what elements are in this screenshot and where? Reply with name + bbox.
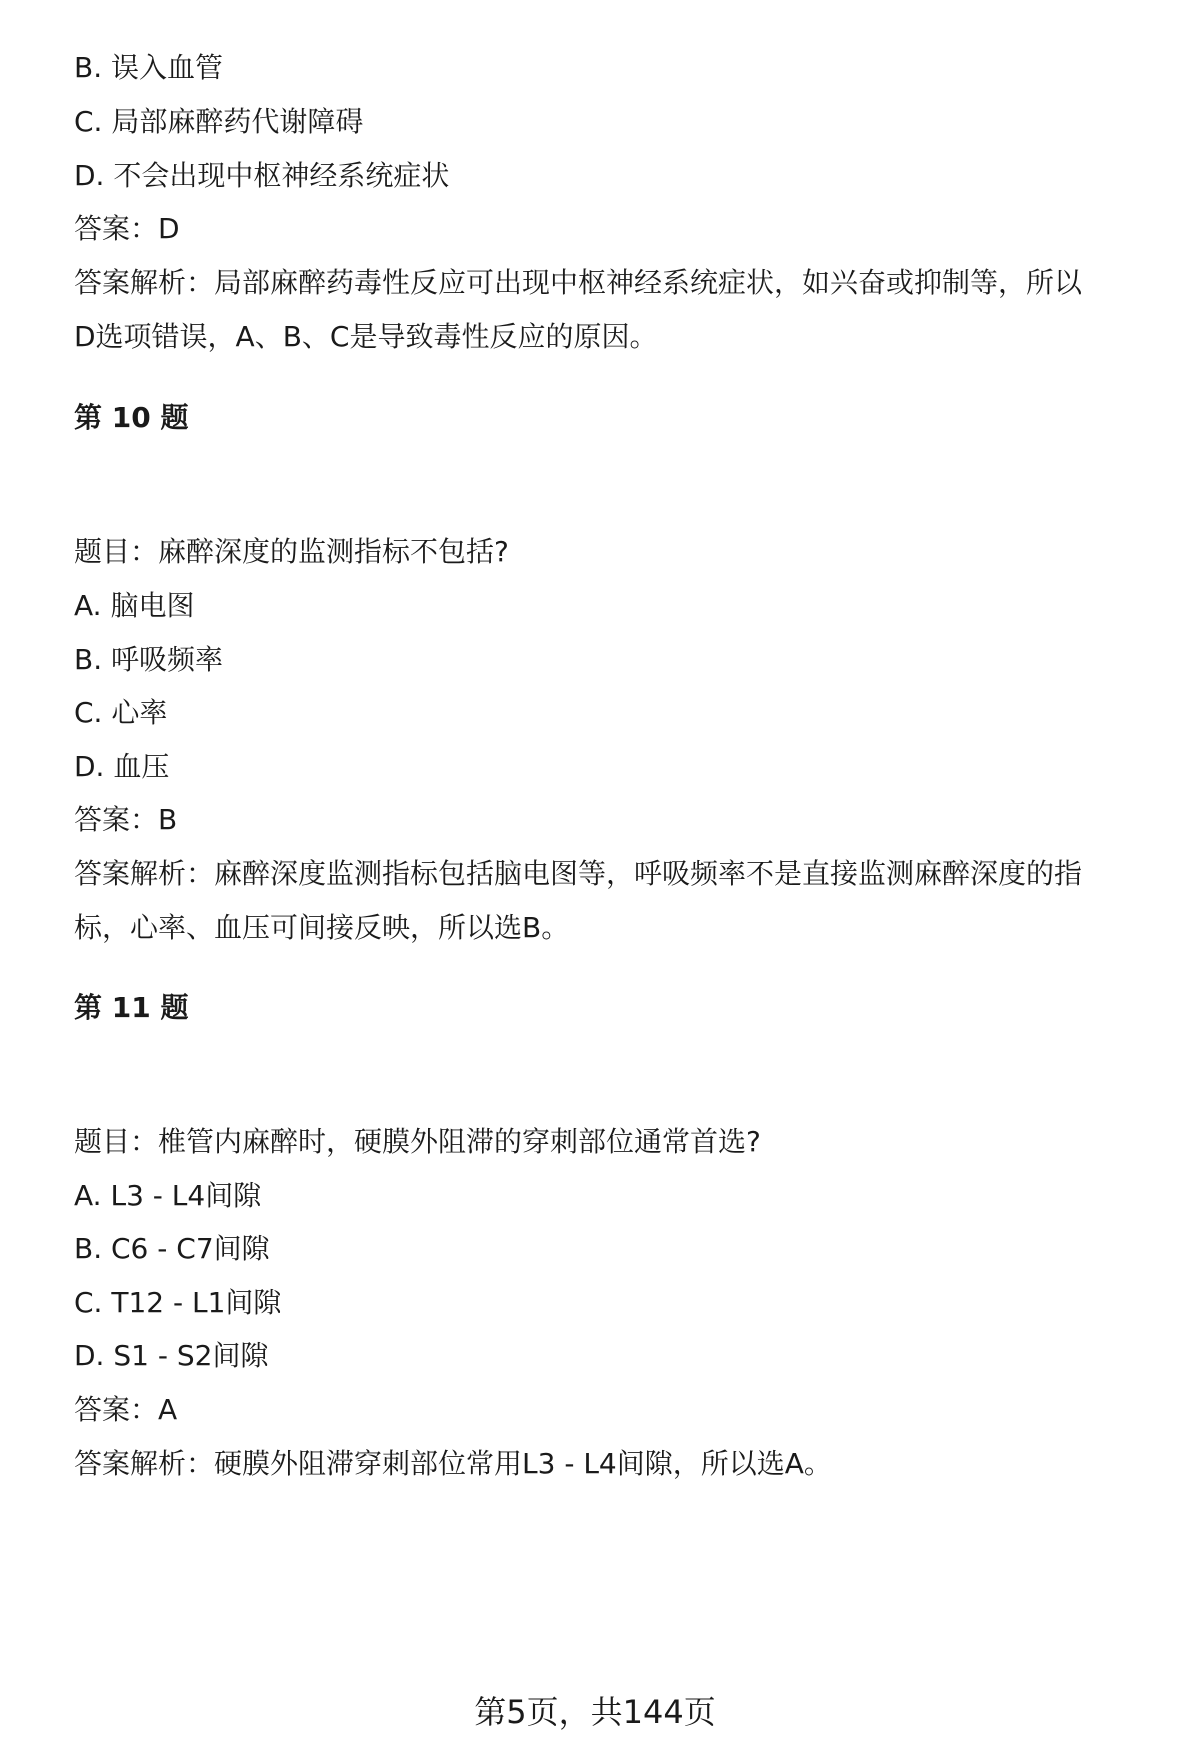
option-c: C. T12 - L1间隙 — [74, 1286, 282, 1319]
explanation-line: 答案解析：麻醉深度监测指标包括脑电图等，呼吸频率不是直接监测麻醉深度的指 — [74, 857, 1083, 890]
option-a: A. 脑电图 — [74, 589, 195, 622]
option-a: A. L3 - L4间隙 — [74, 1179, 262, 1212]
explanation-line: 答案解析：局部麻醉药毒性反应可出现中枢神经系统症状，如兴奋或抑制等，所以 — [74, 266, 1083, 299]
question-text: 题目：麻醉深度的监测指标不包括? — [74, 535, 509, 568]
option-b: B. 呼吸频率 — [74, 643, 224, 676]
explanation-line: D选项错误，A、B、C是导致毒性反应的原因。 — [74, 320, 658, 353]
option-b: B. C6 - C7间隙 — [74, 1232, 270, 1265]
question-heading: 第 10 题 — [74, 401, 189, 434]
answer: 答案：A — [74, 1393, 178, 1426]
explanation-line: 标，心率、血压可间接反映，所以选B。 — [74, 911, 570, 944]
option-c: C. 局部麻醉药代谢障碍 — [74, 105, 364, 138]
option-d: D. S1 - S2间隙 — [74, 1339, 269, 1372]
page-number: 第5页，共144页 — [474, 1693, 716, 1731]
answer: 答案：D — [74, 212, 180, 245]
answer: 答案：B — [74, 803, 178, 836]
option-d: D. 不会出现中枢神经系统症状 — [74, 159, 450, 192]
question-heading: 第 11 题 — [74, 991, 189, 1024]
option-d: D. 血压 — [74, 750, 170, 783]
question-text: 题目：椎管内麻醉时，硬膜外阻滞的穿刺部位通常首选? — [74, 1125, 761, 1158]
option-b: B. 误入血管 — [74, 51, 224, 84]
explanation-line: 答案解析：硬膜外阻滞穿刺部位常用L3 - L4间隙，所以选A。 — [74, 1447, 832, 1480]
option-c: C. 心率 — [74, 696, 168, 729]
